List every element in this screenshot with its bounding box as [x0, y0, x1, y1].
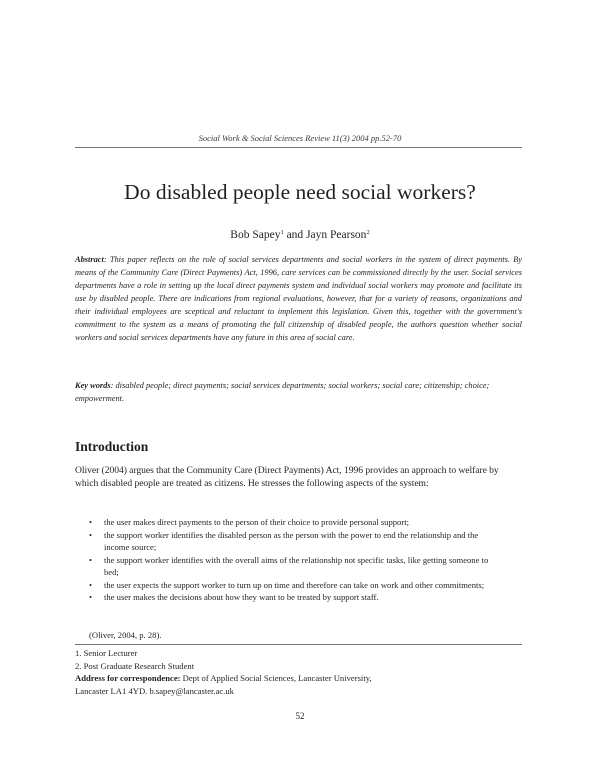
author-line [0, 229, 600, 241]
correspondence-text: Dept of Applied Social Sciences, Lancaster University, [180, 673, 372, 683]
list-item [89, 554, 489, 579]
abstract [75, 253, 522, 344]
journal-header: Social Work & Social Sciences Review 11(3) 2004 pp.52-70 [198, 133, 402, 143]
author-name: Bob Sapey [230, 229, 281, 241]
author-conjunction: and [286, 229, 304, 241]
bullet-icon: • [89, 579, 93, 590]
author-footnote-mark: 2 [366, 229, 370, 236]
bullet-icon: • [89, 529, 93, 540]
keywords-text: : disabled people; direct payments; social services departments; social workers; social care; citizenship; choice; empowerment. [75, 381, 490, 404]
article-title: Do disabled people need social workers? [124, 180, 476, 204]
abstract-label: Abstract [75, 255, 104, 264]
list-item [89, 516, 489, 529]
list-item [89, 529, 489, 554]
page-number: 52 [295, 711, 305, 721]
keywords [75, 379, 522, 405]
list-item-text: the support worker identifies the disabled person as the person with the power to end the relationship and the income source; [104, 529, 479, 552]
header-rule [75, 147, 522, 148]
correspondence-label: Address for correspondence: [75, 673, 181, 683]
citation: (Oliver, 2004, p. 28). [89, 630, 162, 640]
bullet-list [89, 516, 489, 604]
list-item-text: the support worker identifies with the overall aims of the relationship not specific tasks, like getting someone to bed; [104, 554, 489, 577]
list-item [89, 579, 489, 592]
correspondence-address-line-2: Lancaster LA1 4YD. b.sapey@lancaster.ac.uk [75, 686, 234, 696]
correspondence-address [75, 673, 372, 683]
list-item-text: the user makes the decisions about how they want to be treated by support staff. [104, 592, 379, 602]
footnote-1: 1. Senior Lecturer [75, 648, 138, 658]
list-item-text: the user expects the support worker to turn up on time and therefore can take on work and other commitments; [104, 579, 485, 590]
author-footnote-mark: 1 [280, 229, 284, 236]
list-item [89, 591, 489, 604]
keywords-label: Key words [75, 381, 111, 390]
author-name: Jayn Pearson [306, 229, 367, 241]
bullet-icon: • [89, 592, 93, 602]
footnote-2: 2. Post Graduate Research Student [75, 661, 195, 671]
body-paragraph: Oliver (2004) argues that the Community Care (Direct Payments) Act, 1996 provides an approach to welfare by which disabled people are treated as citizens. He stresses the following aspects of the system: [75, 465, 499, 490]
footnote-rule [75, 644, 522, 645]
section-heading: Introduction [75, 439, 149, 454]
bullet-icon: • [89, 554, 93, 565]
bullet-icon: • [89, 517, 93, 527]
list-item-text: the user makes direct payments to the person of their choice to provide personal support; [104, 517, 409, 527]
abstract-text: : This paper reflects on the role of social services departments and social workers in the system of direct payments. By means of the Community Care (Direct Payments) Act, 1996, care services can be commissioned directly by the user. Social services departments have a role in setting up the local direct payments system and individual social workers may promote and facilitate its use by disabled people. There are indications from regional evaluations, however, that for a variety of reasons, organizations and their individual employees are sceptical and reluctant to implement this legislation. Given this, together with the government's commitment to the system as a means of promoting the full citizenship of disabled people, the authors question whether social workers and social services departments have any future in this area of social care. [75, 255, 522, 343]
